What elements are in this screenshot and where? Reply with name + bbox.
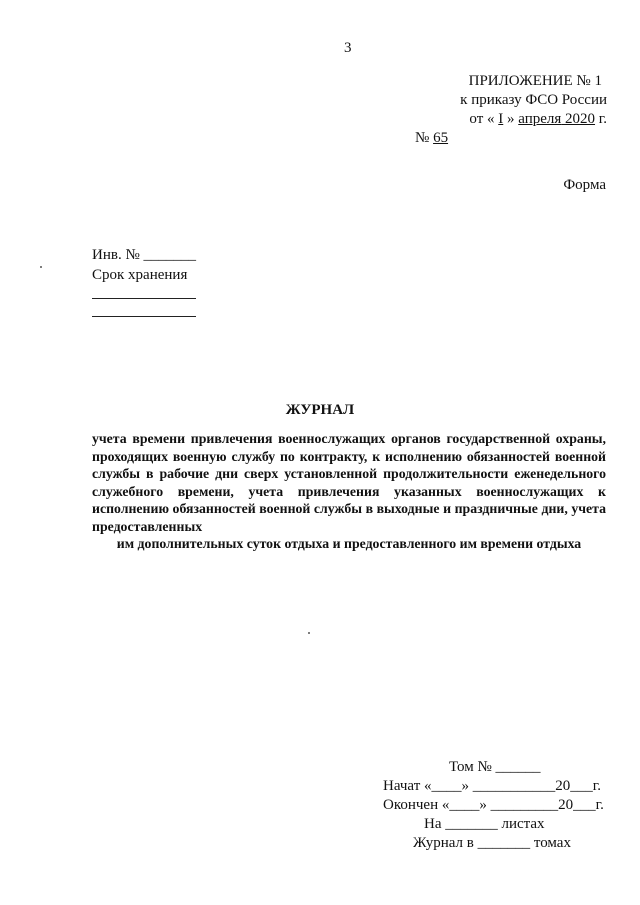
appendix-header [347,72,607,148]
date-year: 2020 [561,111,596,127]
volume-count: Журнал в _______ томах [413,835,571,851]
journal-title: ЖУРНАЛ [285,402,355,418]
date-prefix: от « [469,111,499,127]
appendix-number [347,129,607,148]
date-year-suffix: г. [595,111,607,127]
appendix-title: ПРИЛОЖЕНИЕ № 1 [468,73,602,89]
journal-subtitle [92,430,606,553]
appendix-date [347,110,607,129]
date-mid: » [503,111,519,127]
blank-line [92,298,196,299]
scan-speck [40,266,42,268]
page-number: 3 [344,40,352,56]
appendix-order-ref: к приказу ФСО России [460,92,607,108]
blank-line [92,316,196,317]
inventory-number: Инв. № _______ [92,247,197,263]
storage-period: Срок хранения [92,267,188,283]
journal-subtitle-main: учета времени привлечения военнослужащих органов государственной охраны, проходящих военную службу по контракту, к исполнению обязанностей военной службы в рабочие дни сверх установленной продолжительности еженедельного служебного времени, учета привлечения указанных военнослужащих к исполнению обязанностей военной службы в выходные и праздничные дни, учета предоставленных [92,431,606,534]
date-month: апреля [518,111,562,127]
number-value: 65 [433,130,449,146]
number-label: № [415,130,434,146]
volume-finished: Окончен «____» _________20___г. [383,797,604,813]
volume-started: Начат «____» ___________20___г. [383,778,601,794]
inventory-block [92,245,196,285]
scan-speck [308,632,310,634]
volume-number: Том № ______ [449,759,541,775]
form-label: Форма [563,177,606,193]
journal-subtitle-last: им дополнительных суток отдыха и предоставленного им времени отдыха [116,536,582,551]
volume-sheets: На _______ листах [424,816,545,832]
date-day: I [498,111,504,127]
